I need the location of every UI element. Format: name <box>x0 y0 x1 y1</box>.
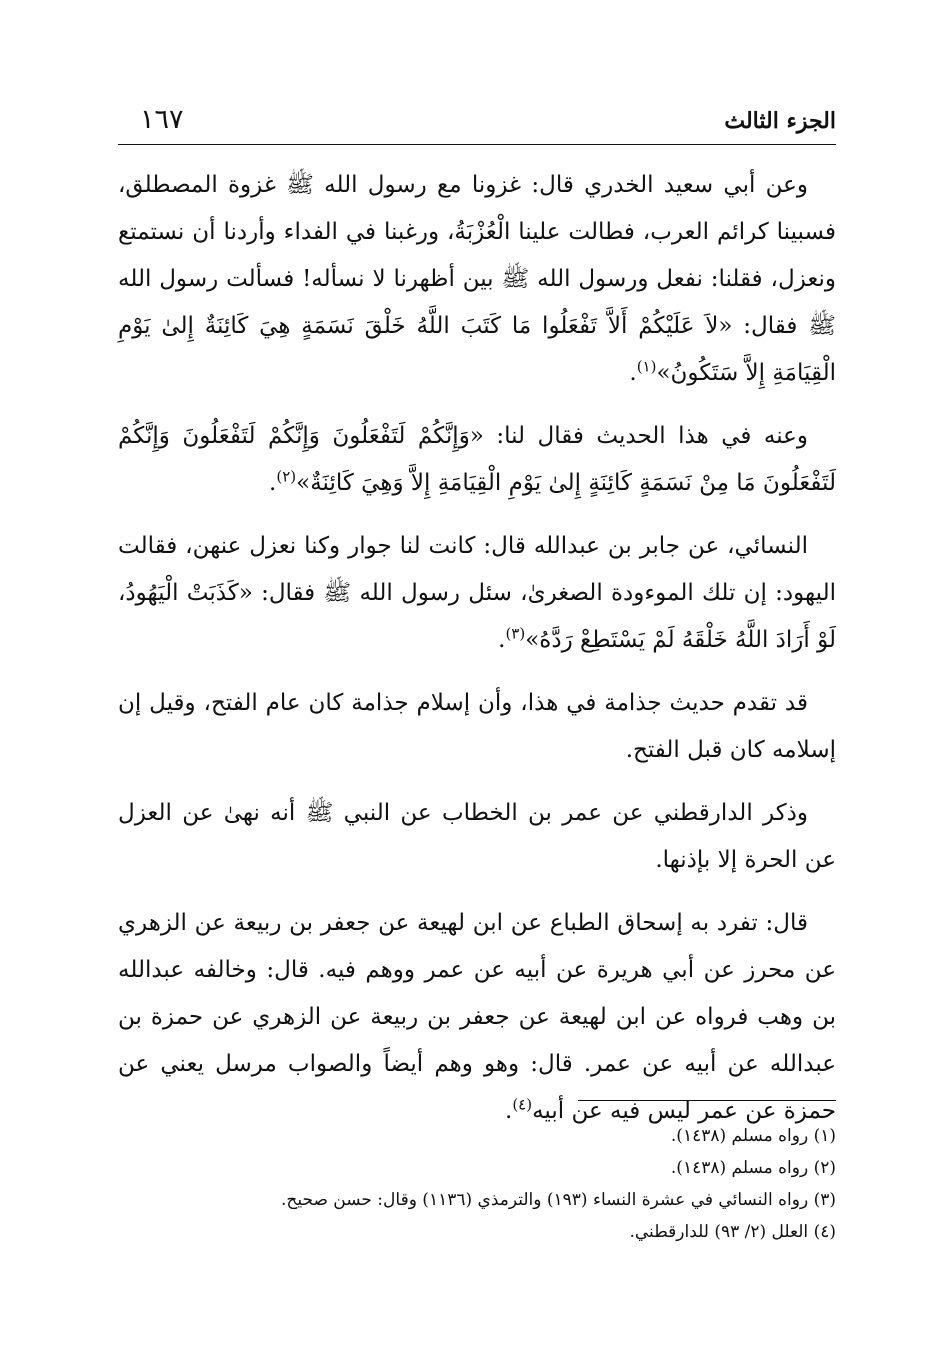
footnote-divider <box>578 1100 836 1101</box>
footnote-number: (٣) <box>813 1190 836 1210</box>
paragraph-text: وعنه في هذا الحديث فقال لنا: «وَإِنَّكُمْ لَتَفْعَلُونَ وَإِنَّكُمْ لَتَفْعَلُونَ وَإِنَّكُمْ لَتَفْعَلُونَ مَا مِنْ نَسَمَةٍ كَائِنَةٍ إِلىٰ يَوْمِ الْقِيَامَةِ إِلاَّ وَهِيَ كَائِنَةٌ» <box>118 423 836 496</box>
paragraph <box>118 680 836 774</box>
footnotes <box>118 1120 836 1248</box>
paragraph <box>118 413 836 507</box>
paragraph-text: قال: تفرد به إسحاق الطباع عن ابن لهيعة عن جعفر بن ربيعة عن الزهري عن محرز عن أبي هريرة عن أبيه عن عمر ووهم فيه. قال: وخالفه عبدالله بن وهب فرواه عن ابن لهيعة عن جعفر بن ربيعة عن الزهري عن حمزة بن عبدالله عن أبيه عن عمر. قال: وهو وهم أيضاً والصواب مرسل يعني عن حمزة عن عمر ليس فيه عن أبيه <box>118 910 836 1124</box>
footnote-text: رواه النسائي في عشرة النساء (١٩٣) والترمذي (١١٣٦) وقال: حسن صحيح. <box>280 1190 809 1210</box>
paragraph-end: . <box>269 470 277 496</box>
paragraph <box>118 162 836 397</box>
paragraph-text: قد تقدم حديث جذامة في هذا، وأن إسلام جذامة كان عام الفتح، وقيل إن إسلامه كان قبل الفتح. <box>118 690 836 763</box>
paragraph-text: النسائي، عن جابر بن عبدالله قال: كانت لنا جوار وكنا نعزل عنهن، فقالت اليهود: إن تلك الموءودة الصغرىٰ، سئل رسول الله ﷺ فقال: «كَذَبَتْ الْيَهُودُ، لَوْ أَرَادَ اللَّهُ خَلْقَهُ لَمْ يَسْتَطِعْ رَدَّهُ» <box>118 533 836 653</box>
footnote <box>118 1120 836 1152</box>
paragraph-end: . <box>629 360 637 386</box>
paragraph-end: . <box>498 627 506 653</box>
paragraph <box>118 523 836 664</box>
footnote <box>118 1184 836 1216</box>
footnote-number: (٢) <box>813 1158 836 1178</box>
paragraph <box>118 790 836 884</box>
footnote-ref: (٢) <box>276 467 297 486</box>
body-text <box>118 162 836 1151</box>
page-number: ١٦٧ <box>140 104 184 135</box>
paragraph-end: . <box>505 1098 513 1124</box>
footnote-text: العلل (٢/ ٩٣) للدارقطني. <box>629 1222 809 1242</box>
footnote <box>118 1216 836 1248</box>
paragraph-text: وعن أبي سعيد الخدري قال: غزونا مع رسول الله ﷺ غزوة المصطلق، فسبينا كرائم العرب، فطالت علينا الْعُزْبَةُ، ورغبنا في الفداء وأردنا أن نستمتع ونعزل، فقلنا: نفعل ورسول الله ﷺ بين أظهرنا لا نسأله! فسألت رسول الله ﷺ فقال: «لاَ عَلَيْكُمْ أَلاَّ تَفْعَلُوا مَا كَتَبَ اللَّهُ خَلْقَ نَسَمَةٍ هِيَ كَائِنَةٌ إِلىٰ يَوْمِ الْقِيَامَةِ إِلاَّ سَتَكُونُ» <box>118 172 836 386</box>
page-header <box>118 104 836 145</box>
footnote <box>118 1152 836 1184</box>
footnote-ref: (١) <box>636 357 657 376</box>
footnote-number: (١) <box>813 1126 836 1146</box>
paragraph-text: وذكر الدارقطني عن عمر بن الخطاب عن النبي ﷺ أنه نهىٰ عن العزل عن الحرة إلا بإذنها. <box>118 800 836 873</box>
footnote-text: رواه مسلم (١٤٣٨). <box>670 1126 809 1146</box>
footnote-number: (٤) <box>813 1222 836 1242</box>
part-title: الجزء الثالث <box>724 108 836 134</box>
footnote-ref: (٤) <box>512 1095 533 1114</box>
footnote-ref: (٣) <box>505 624 526 643</box>
footnote-text: رواه مسلم (١٤٣٨). <box>670 1158 809 1178</box>
